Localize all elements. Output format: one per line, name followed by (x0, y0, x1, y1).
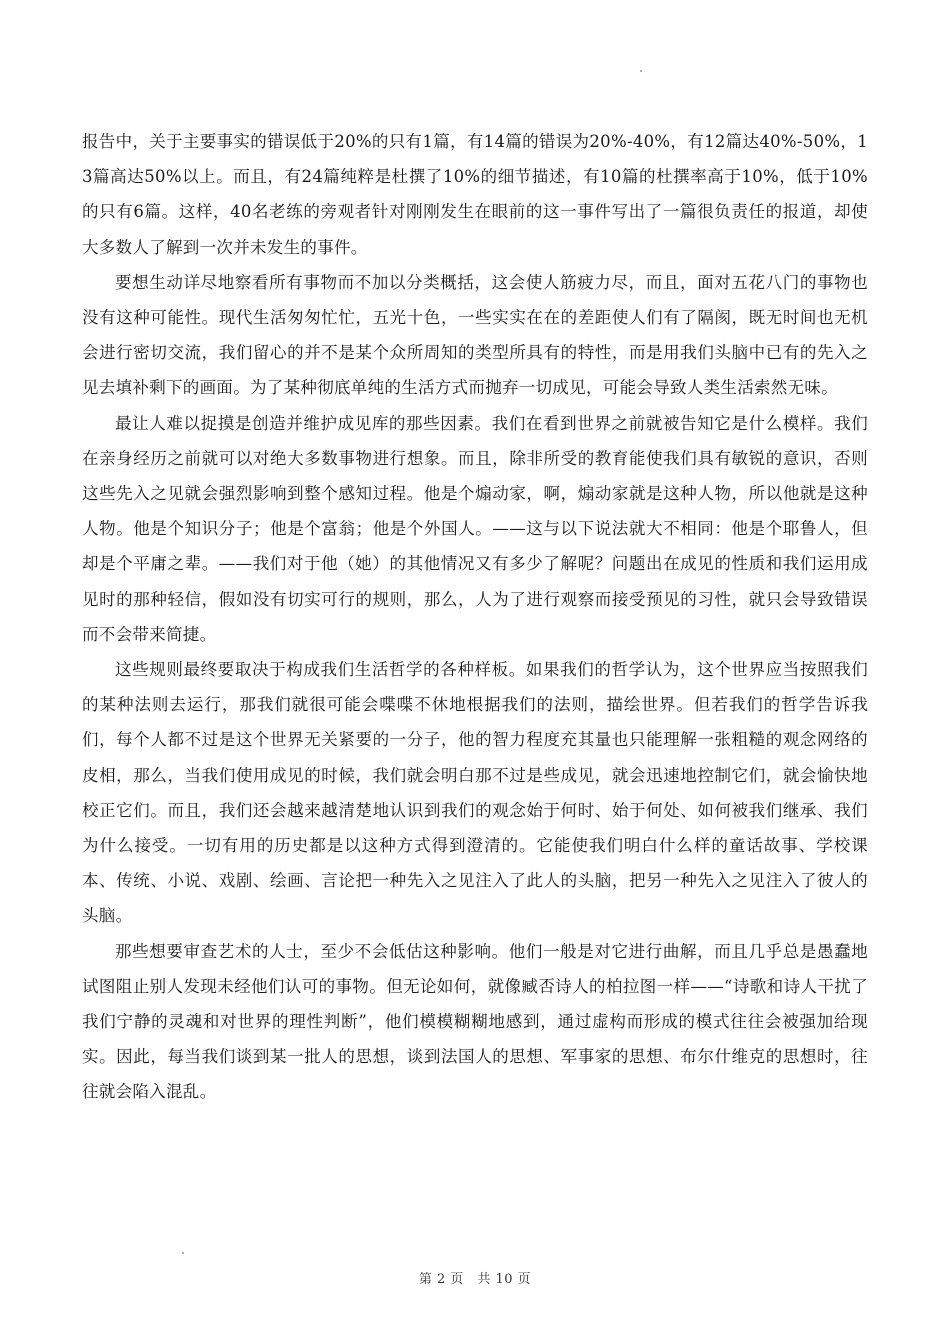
paragraph: 那些想要审查艺术的人士，至少不会低估这种影响。他们一般是对它进行曲解，而且几乎总是愚蠢地试图阻止别人发现未经他们认可的事物。但无论如何，就像臧否诗人的柏拉图一样——“诗歌和诗人干扰了我们宁静的灵魂和对世界的理性判断”，他们模模糊糊地感到，通过虚构而形成的模式往往会被强加给现实。因此，每当我们谈到某一批人的思想，谈到法国人的思想、军事家的思想、布尔什维克的思想时，往往就会陷入混乱。 (82, 941, 868, 1102)
paragraph: 这些规则最终要取决于构成我们生活哲学的各种样板。如果我们的哲学认为，这个世界应当按照我们的某种法则去运行，那我们就很可能会喋喋不休地根据我们的法则，描绘世界。但若我们的哲学告诉我们，每个人都不过是这个世界无关紧要的一分子，他的智力程度充其量也只能理解一张粗糙的观念网络的皮相，那么，当我们使用成见的时候，我们就会明白那不过是些成见，就会迅速地控制它们，就会愉快地校正它们。而且，我们还会越来越清楚地认识到我们的观念始于何时、始于何处、如何被我们继承、我们为什么接受。一切有用的历史都是以这种方式得到澄清的。它能使我们明白什么样的童话故事、学校课本、传统、小说、戏剧、绘画、言论把一种先入之见注入了此人的头脑，把另一种先入之见注入了彼人的头脑。 (82, 660, 868, 926)
scan-speck (182, 1252, 184, 1254)
paragraph: 要想生动详尽地察看所有事物而不加以分类概括，这会使人筋疲力尽，而且，面对五花八门的事物也没有这种可能性。现代生活匆匆忙忙，五光十色，一些实实在在的差距使人们有了隔阂，既无时间也无机会进行密切交流，我们留心的并不是某个众所周知的类型所具有的特性，而是用我们头脑中已有的先入之见去填补剩下的画面。为了某种彻底单纯的生活方式而抛弃一切成见，可能会导致人类生活索然无味。 (82, 272, 868, 398)
scan-speck (640, 70, 642, 72)
paragraph: 最让人难以捉摸是创造并维护成见库的那些因素。我们在看到世界之前就被告知它是什么模样。我们在亲身经历之前就可以对绝大多数事物进行想象。而且，除非所受的教育能使我们具有敏锐的意识，否则这些先入之见就会强烈影响到整个感知过程。他是个煽动家，啊，煽动家就是这种人物，所以他就是这种人物。他是个知识分子；他是个富翁；他是个外国人。——这与以下说法就大不相同：他是个耶鲁人，但却是个平庸之辈。——我们对于他（她）的其他情况又有多少了解呢？问题出在成见的性质和我们运用成见时的那种轻信，假如没有切实可行的规则，那么，人为了进行观察而接受预见的习性，就只会导致错误而不会带来简捷。 (82, 413, 868, 644)
document-body (82, 124, 868, 1110)
paragraph-continued: 报告中，关于主要事实的错误低于20%的只有1篇，有14篇的错误为20%-40%，有12篇达40%-50%，13篇高达50%以上。而且，有24篇纯粹是杜撰了10%的细节描述，有10篇的杜撰率高于10%，低于10%的只有6篇。这样，40名老练的旁观者针对刚刚发生在眼前的这一事件写出了一篇很负责任的报道，却使大多数人了解到一次并未发生的事件。 (82, 132, 868, 257)
page-number-footer: 第 2 页 共 10 页 (418, 1272, 532, 1287)
